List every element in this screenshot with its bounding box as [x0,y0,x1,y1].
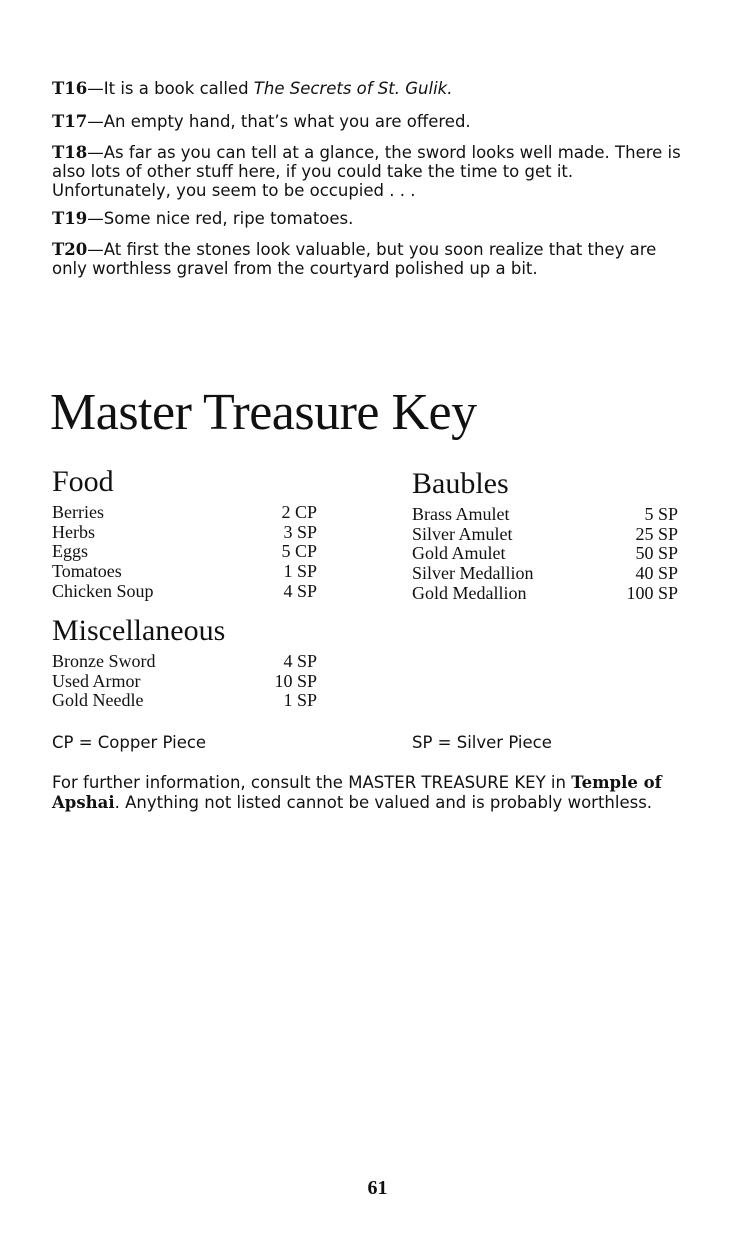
item-name: Silver Amulet [412,523,513,544]
item-name: Bronze Sword [52,651,156,671]
item-name: Gold Amulet [412,543,506,564]
clue-t19 [52,209,682,228]
item-name: Eggs [52,541,88,562]
list-item [412,525,678,545]
book-title: The Secrets of St. Gulik. [253,79,453,98]
clue-text: —It is a book called [87,79,254,98]
item-price: 5 SP [644,504,678,524]
item-name: Herbs [52,521,95,542]
item-price: 40 SP [635,563,678,584]
footnote-text: For further information, consult the MASTER TREASURE KEY in [52,773,572,792]
list-item [52,672,317,692]
item-price: 50 SP [635,543,678,564]
list-item [52,523,317,543]
list-item [412,505,678,525]
clue-label: T19 [52,209,88,228]
page-title: Master Treasure Key [50,384,477,441]
clue-t18 [52,143,682,200]
legend-copper: CP = Copper Piece [52,733,207,752]
clue-text: —At first the stones look valuable, but you soon realize that they are only worthless gravel from the courtyard polished up a bit. [52,240,657,278]
list-item [52,562,317,582]
list-item [412,564,678,584]
baubles-heading: Baubles [412,467,509,500]
list-item [52,691,317,711]
item-price: 10 SP [274,670,317,691]
item-name: Chicken Soup [52,580,154,601]
miscellaneous-list [52,652,317,711]
item-price: 1 SP [283,561,317,582]
item-price: 25 SP [635,523,678,544]
item-price: 5 CP [281,541,317,562]
footnote [52,773,692,813]
clue-label: T16 [52,79,88,98]
clue-text: —As far as you can tell at a glance, the sword looks well made. There is also lots of other stuff here, if you could take the time to get it. Unfortunately, you seem to be occupied . . . [52,143,681,200]
item-price: 4 SP [283,651,317,671]
item-price: 100 SP [626,582,678,603]
list-item [52,582,317,602]
page-number: 61 [367,1177,388,1199]
clue-text: —Some nice red, ripe tomatoes. [87,209,354,228]
food-list [52,503,317,601]
item-price: 3 SP [283,521,317,542]
footnote-book-title: Temple of Apshai [52,773,662,812]
item-name: Used Armor [52,670,141,691]
list-item [52,503,317,523]
item-name: Gold Medallion [412,582,527,603]
clue-label: T18 [52,143,88,162]
item-name: Berries [52,502,104,522]
footnote-text: . Anything not listed cannot be valued and is probably worthless. [114,793,653,812]
item-name: Silver Medallion [412,563,534,584]
clue-label: T17 [52,112,88,131]
item-price: 4 SP [283,580,317,601]
baubles-list [412,505,678,603]
list-item [412,584,678,604]
clue-t20 [52,240,682,278]
clue-text: —An empty hand, that’s what you are offered. [87,112,471,131]
list-item [412,544,678,564]
item-name: Gold Needle [52,690,144,711]
clue-t17 [52,112,682,131]
list-item [52,542,317,562]
item-name: Tomatoes [52,561,122,582]
food-heading: Food [52,465,114,498]
item-price: 2 CP [281,502,317,522]
clue-label: T20 [52,240,88,259]
clue-t16 [52,79,682,98]
list-item [52,652,317,672]
item-name: Brass Amulet [412,504,510,524]
legend-silver: SP = Silver Piece [412,733,552,752]
item-price: 1 SP [283,690,317,711]
miscellaneous-heading: Miscellaneous [52,614,226,647]
